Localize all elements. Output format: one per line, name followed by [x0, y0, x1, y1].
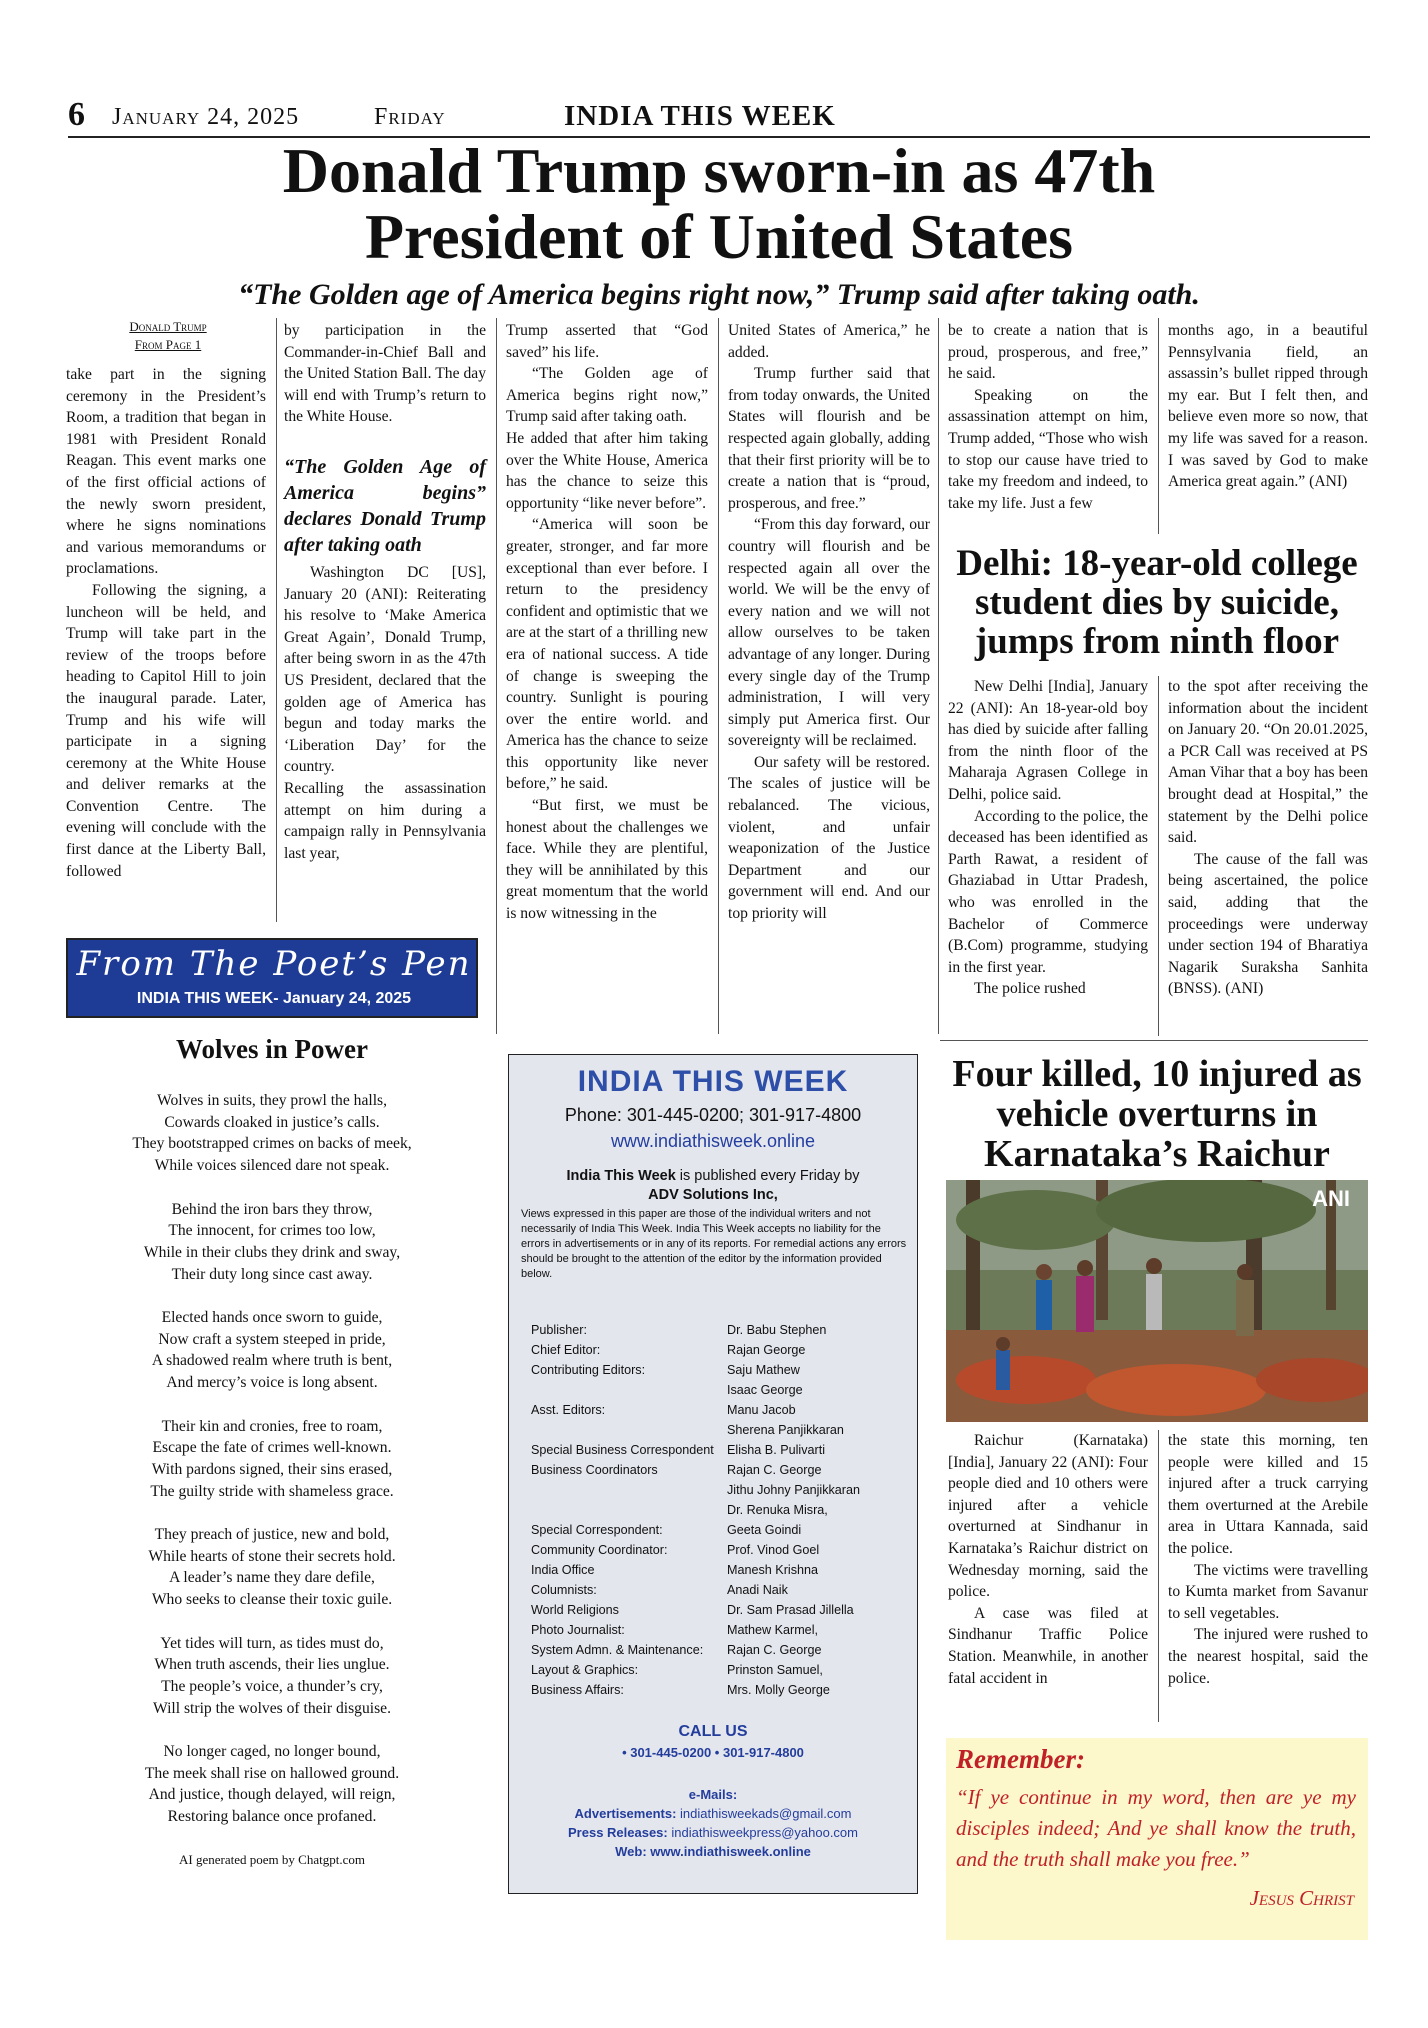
- staff-name: Elisha B. Pulivarti: [727, 1443, 825, 1457]
- info-publisher-name: ADV Solutions Inc,: [648, 1187, 778, 1203]
- info-masthead: INDIA THIS WEEK: [577, 1065, 849, 1098]
- paragraph: Recalling the assassination attempt on him during a campaign rally in Pennsylvania last year,: [284, 779, 486, 862]
- lead-headline: [68, 135, 1370, 272]
- column-rule: [1158, 1430, 1159, 1722]
- staff-role: World Religions: [531, 1603, 619, 1617]
- paragraph: Our safety will be restored. The scales of justice will be rebalanced. The vicious, violent, and unfair weaponization of the Justice Department and our government will end. And our top priority will: [728, 753, 930, 923]
- staff-name: Prinston Samuel,: [727, 1663, 823, 1677]
- staff-role: Contributing Editors:: [531, 1363, 646, 1377]
- paragraph: Speaking on the assassination attempt on him, Trump added, “Those who wish to stop our cause have tried to take my freedom and indeed, to take my life. Just a few: [948, 386, 1148, 512]
- paragraph: to the spot after receiving the information about the incident on January 20. “On 20.01.2025, a PCR Call was received at PS Aman Vihar that a boy has been brought dead at Hospital,” the statement by the Delhi police said.: [1168, 678, 1368, 847]
- jump-title: Donald Trump: [129, 319, 207, 334]
- jump-source: From Page 1: [134, 337, 202, 352]
- lead-column-5: [948, 320, 1148, 514]
- poem-line: Now craft a system steeped in pride,: [158, 1330, 386, 1348]
- staff-name: Mrs. Molly George: [727, 1683, 830, 1697]
- photo-watermark: ANI: [1312, 1186, 1350, 1211]
- staff-role: Special Business Correspondent: [531, 1443, 714, 1457]
- lead-column-4: [728, 320, 930, 925]
- lead-column-1: [66, 364, 266, 882]
- paragraph: “But first, we must be honest about the challenges we face. While they are plentiful, they will be annihilated by this great momentum that the world is now witnessing in the: [506, 797, 708, 923]
- poem-line: Cowards cloaked in justice’s calls.: [164, 1113, 380, 1131]
- poem-line: Restoring balance once profaned.: [167, 1808, 377, 1826]
- paragraph: Trump asserted that “God saved” his life.: [506, 322, 708, 361]
- poem-line: A leader’s name they dare defile,: [169, 1569, 375, 1587]
- poet-banner: [66, 938, 478, 1018]
- emails-label: e-Mails:: [688, 1787, 738, 1802]
- column-rule: [1158, 676, 1159, 1036]
- press-email-link[interactable]: indiathisweekpress@yahoo.com: [671, 1825, 858, 1840]
- section-divider: [940, 1040, 1368, 1041]
- issue-date: January 24, 2025: [112, 104, 300, 130]
- paragraph: Trump further said that from today onwards, the United States will flourish and be respected again globally, adding that their first priority will be to create a nation that is “proud, prosperous, and free.”: [728, 365, 930, 512]
- column-rule: [1158, 318, 1159, 534]
- poem-line: While voices silenced dare not speak.: [154, 1157, 390, 1175]
- column-rule: [938, 318, 939, 1034]
- staff-role: Publisher:: [531, 1323, 588, 1337]
- staff-name: Dr. Renuka Misra,: [727, 1503, 828, 1517]
- page-number: 6: [68, 96, 85, 133]
- info-paper-name: India This Week: [566, 1168, 676, 1184]
- karnataka-column-1: [948, 1430, 1148, 1689]
- staff-role: Chief Editor:: [531, 1343, 601, 1357]
- poem-stanza: [66, 1416, 478, 1503]
- poem-line: Escape the fate of crimes well-known.: [152, 1439, 392, 1457]
- ads-label: Advertisements:: [574, 1806, 677, 1821]
- info-disclaimer: Views expressed in this paper are those of the individual writers and not necessarily of India This Week. India This Week accepts no liability for the errors in advertisements or in any of its reports. For remedial actions any errors should be brought to the attention of the editor by the information provided below.: [521, 1208, 907, 1280]
- poem-line: Yet tides will turn, as tides must do,: [160, 1634, 384, 1652]
- masthead: INDIA THIS WEEK: [564, 100, 836, 132]
- paragraph: months ago, in a beautiful Pennsylvania field, an assassin’s bullet ripped through my ear. But I felt then, and believe even more so now, that my life was saved for a reason. I was saved by God to make America great again.” (ANI): [1168, 322, 1368, 491]
- poem-line: Wolves in suits, they prowl the halls,: [156, 1092, 388, 1109]
- paragraph: The injured were rushed to the nearest hospital, said the police.: [1168, 1626, 1368, 1687]
- poem-line: And mercy’s voice is long absent.: [166, 1374, 378, 1392]
- lead-headline-line1: Donald Trump sworn-in as 47th: [282, 135, 1156, 206]
- paragraph: take part in the signing ceremony in the President’s Room, a tradition that began in 1981 with President Ronald Reagan. This event marks one of the first official actions of the newly sworn president, where he signs nominations and various memorandums or proclamations.: [66, 366, 266, 578]
- staff-name: Sherena Panjikkaran: [727, 1423, 844, 1437]
- poem-line: When truth ascends, their lies unglue.: [154, 1656, 390, 1674]
- poem-line: No longer caged, no longer bound,: [163, 1743, 381, 1760]
- remember-box: [946, 1738, 1368, 1940]
- staff-name: Geeta Goindi: [727, 1523, 802, 1537]
- lead-headline-line2: President of United States: [364, 201, 1074, 272]
- poem-line: Elected hands once sworn to guide,: [161, 1309, 383, 1326]
- karnataka-column-2: [1168, 1430, 1368, 1689]
- poem-body: [66, 1090, 478, 1850]
- info-website[interactable]: www.indiathisweek.online: [610, 1131, 816, 1151]
- column-rule: [496, 318, 497, 1034]
- remember-label: Remember:: [956, 1744, 1085, 1774]
- staff-name: Rajan George: [727, 1343, 806, 1357]
- poem-title: Wolves in Power: [176, 1034, 368, 1064]
- paragraph: Washington DC [US], January 20 (ANI): Reiterating his resolve to ‘Make America Great Again’, Donald Trump, after being sworn in as the 47th US President, declared that the golden age of America has begun and today marks the ‘Liberation Day’ for the country.: [284, 563, 486, 776]
- staff-role: Columnists:: [531, 1583, 597, 1597]
- delhi-column-1: [948, 676, 1148, 1000]
- poem-line: Their duty long since cast away.: [171, 1265, 373, 1283]
- paragraph: “America will soon be greater, stronger, and far more exceptional than ever before. I return to the presidency confident and optimistic that we are at the start of a thrilling new era of national success. A tide of change is sweeping the country. Sunlight is pouring over the entire world. and America has the chance to seize this opportunity like never before,” he said.: [506, 516, 708, 793]
- call-us-label: CALL US: [678, 1723, 748, 1740]
- staff-role: System Admn. & Maintenance:: [531, 1643, 704, 1657]
- lead-subhead: “The Golden Age of America begins” declares Donald Trump after taking oath: [284, 455, 486, 556]
- staff-role: Special Correspondent:: [531, 1523, 663, 1537]
- poem-line: Their kin and cronies, free to roam,: [161, 1417, 383, 1435]
- staff-name: Manesh Krishna: [727, 1563, 819, 1577]
- poem-line: They bootstrapped crimes on backs of meek,: [132, 1135, 412, 1153]
- column-rule: [276, 318, 277, 922]
- paragraph: “The Golden age of America begins right now,” Trump said after taking oath.: [506, 365, 708, 426]
- poem-line: Behind the iron bars they throw,: [171, 1200, 373, 1218]
- poem-stanza: [66, 1524, 478, 1611]
- staff-role: Photo Journalist:: [531, 1623, 625, 1637]
- poem-line: A shadowed realm where truth is bent,: [151, 1352, 393, 1370]
- lead-column-2: [284, 320, 486, 864]
- delhi-column-2: [1168, 676, 1368, 1000]
- poem-stanza: [66, 1307, 478, 1394]
- poem-line: The meek shall rise on hallowed ground.: [144, 1764, 400, 1782]
- accident-photo-image: [946, 1180, 1368, 1422]
- paragraph: by participation in the Commander-in-Chief Ball and the United Station Ball. The day will end with Trump’s return to the White House.: [284, 322, 486, 426]
- paragraph: According to the police, the deceased has been identified as Parth Rawat, a resident of Ghaziabad in Uttar Pradesh, who was enrolled in the Bachelor of Commerce (B.Com) programme, studying in the first year.: [948, 807, 1148, 976]
- staff-name: Isaac George: [727, 1383, 803, 1397]
- web-label: Web:: [615, 1844, 647, 1859]
- poem-credit: AI generated poem by Chatgpt.com: [179, 1852, 365, 1867]
- poem-stanza: [66, 1633, 478, 1720]
- poet-banner-subtitle: INDIA THIS WEEK- January 24, 2025: [136, 990, 412, 1007]
- ads-email-link[interactable]: indiathisweekads@gmail.com: [680, 1806, 852, 1821]
- lead-column-6: [1168, 320, 1368, 493]
- paragraph: be to create a nation that is proud, prosperous, and free,” he said.: [948, 322, 1148, 383]
- press-label: Press Releases:: [568, 1825, 668, 1840]
- lead-subheadline: “The Golden age of America begins right now,” Trump said after taking oath.: [238, 278, 1200, 311]
- poem-line: The guilty stride with shameless grace.: [150, 1482, 394, 1500]
- staff-name: Mathew Karmel,: [727, 1623, 818, 1637]
- poet-banner-title: From The Poet’s Pen: [76, 944, 472, 984]
- info-published-text: is published every Friday by: [675, 1168, 860, 1184]
- jump-line: [68, 318, 268, 354]
- page-header: [68, 96, 1370, 138]
- poem-stanza: [66, 1741, 478, 1828]
- staff-role: Asst. Editors:: [531, 1403, 606, 1417]
- masthead-info-box: [508, 1054, 918, 1894]
- staff-role: Business Affairs:: [531, 1683, 624, 1697]
- poem-line: While in their clubs they drink and sway,: [143, 1243, 401, 1261]
- info-phone: Phone: 301-445-0200; 301-917-4800: [564, 1105, 862, 1125]
- staff-role: India Office: [531, 1563, 595, 1577]
- paragraph: the state this morning, ten people were killed and 15 injured after a truck carrying them overturned at the Arebile area in Uttara Kannada, said the police.: [1168, 1432, 1368, 1557]
- poem-line: They preach of justice, new and bold,: [154, 1526, 390, 1543]
- poem-line: The people’s voice, a thunder’s cry,: [161, 1677, 383, 1695]
- lead-column-3: [506, 320, 708, 925]
- staff-role: Community Coordinator:: [531, 1543, 668, 1557]
- staff-name: Anadi Naik: [727, 1583, 788, 1597]
- staff-role: Layout & Graphics:: [531, 1663, 639, 1677]
- info-publisher-line: [509, 1167, 917, 1205]
- staff-name: Manu Jacob: [727, 1403, 796, 1417]
- paragraph: New Delhi [India], January 22 (ANI): An 18-year-old boy has died by suicide after falling from the ninth floor of the Maharaja Agrasen College in Delhi, police said.: [948, 678, 1148, 803]
- poem-line: With pardons signed, their sins erased,: [151, 1460, 393, 1478]
- poem-line: Who seeks to cleanse their toxic guile.: [151, 1591, 393, 1609]
- paragraph: A case was filed at Sindhanur Traffic Police Station. Meanwhile, in another fatal accident in: [948, 1604, 1148, 1687]
- poem-line: Will strip the wolves of their disguise.: [152, 1699, 391, 1717]
- column-rule: [718, 318, 719, 1034]
- staff-name: Rajan C. George: [727, 1643, 822, 1657]
- staff-role: Business Coordinators: [531, 1463, 658, 1477]
- paragraph: He added that after him taking over the White House, America has the chance to seize this opportunity “like never before”.: [506, 429, 708, 512]
- poem-line: The innocent, for crimes too low,: [168, 1222, 376, 1240]
- web-link[interactable]: www.indiathisweek.online: [650, 1844, 811, 1859]
- staff-name: Saju Mathew: [727, 1363, 800, 1377]
- staff-name: Prof. Vinod Goel: [727, 1543, 820, 1557]
- poem-stanza: [66, 1199, 478, 1286]
- call-us-numbers: • 301-445-0200 • 301-917-4800: [622, 1745, 804, 1760]
- karnataka-headline: Four killed, 10 injured as vehicle overturns in Karnataka’s Raichur: [952, 1053, 1362, 1175]
- remember-quote: “If ye continue in my word, then are ye my disciples indeed; And ye shall know the truth, and the truth shall make you free.”: [956, 1785, 1356, 1871]
- poem-line: And justice, though delayed, will reign,: [148, 1786, 396, 1804]
- paragraph: The cause of the fall was being ascertained, the police said, adding that the proceedings were underway under section 194 of Bharatiya Nagarik Suraksha Sanhita (BNSS). (ANI): [1168, 850, 1368, 998]
- staff-name: Dr. Sam Prasad Jillella: [727, 1603, 854, 1617]
- paragraph: Raichur (Karnataka) [India], January 22 (ANI): Four people died and 10 others were injured after a vehicle overturned at Sindhanur in Karnataka’s Raichur district on Wednesday morning, said the police.: [948, 1432, 1148, 1601]
- paragraph: Following the signing, a luncheon will be held, and Trump will take part in the review of the troops before heading to Capitol Hill to join the inaugural parade. Later, Trump and his wife will participate in a signing ceremony at the White House and deliver remarks at the Convention Centre. The evening will conclude with the first dance at the Liberty Ball, followed: [66, 581, 266, 880]
- paragraph: The police rushed: [974, 980, 1086, 998]
- delhi-headline: Delhi: 18-year-old college student dies by suicide, jumps from ninth floor: [956, 543, 1358, 662]
- staff-name: Rajan C. George: [727, 1463, 822, 1477]
- issue-day: Friday: [374, 104, 446, 130]
- poem-stanza: [66, 1090, 478, 1177]
- staff-name: Jithu Johny Panjikkaran: [727, 1483, 861, 1497]
- poem-line: While hearts of stone their secrets hold.: [148, 1547, 396, 1565]
- paragraph: “From this day forward, our country will flourish and be respected again all over the world. We will be the envy of every nation and we will not allow ourselves to be taken advantage of any longer. During every single day of the Trump administration, I will very simply put America first. Our sovereignty will be reclaimed.: [728, 516, 930, 750]
- paragraph: United States of America,” he added.: [728, 322, 930, 361]
- remember-attribution: Jesus Christ: [1249, 1886, 1354, 1910]
- accident-photo: [946, 1180, 1368, 1422]
- paragraph: The victims were travelling to Kumta market from Savanur to sell vegetables.: [1168, 1561, 1368, 1622]
- email-list: [509, 1785, 917, 1861]
- staff-name: Dr. Babu Stephen: [727, 1323, 827, 1337]
